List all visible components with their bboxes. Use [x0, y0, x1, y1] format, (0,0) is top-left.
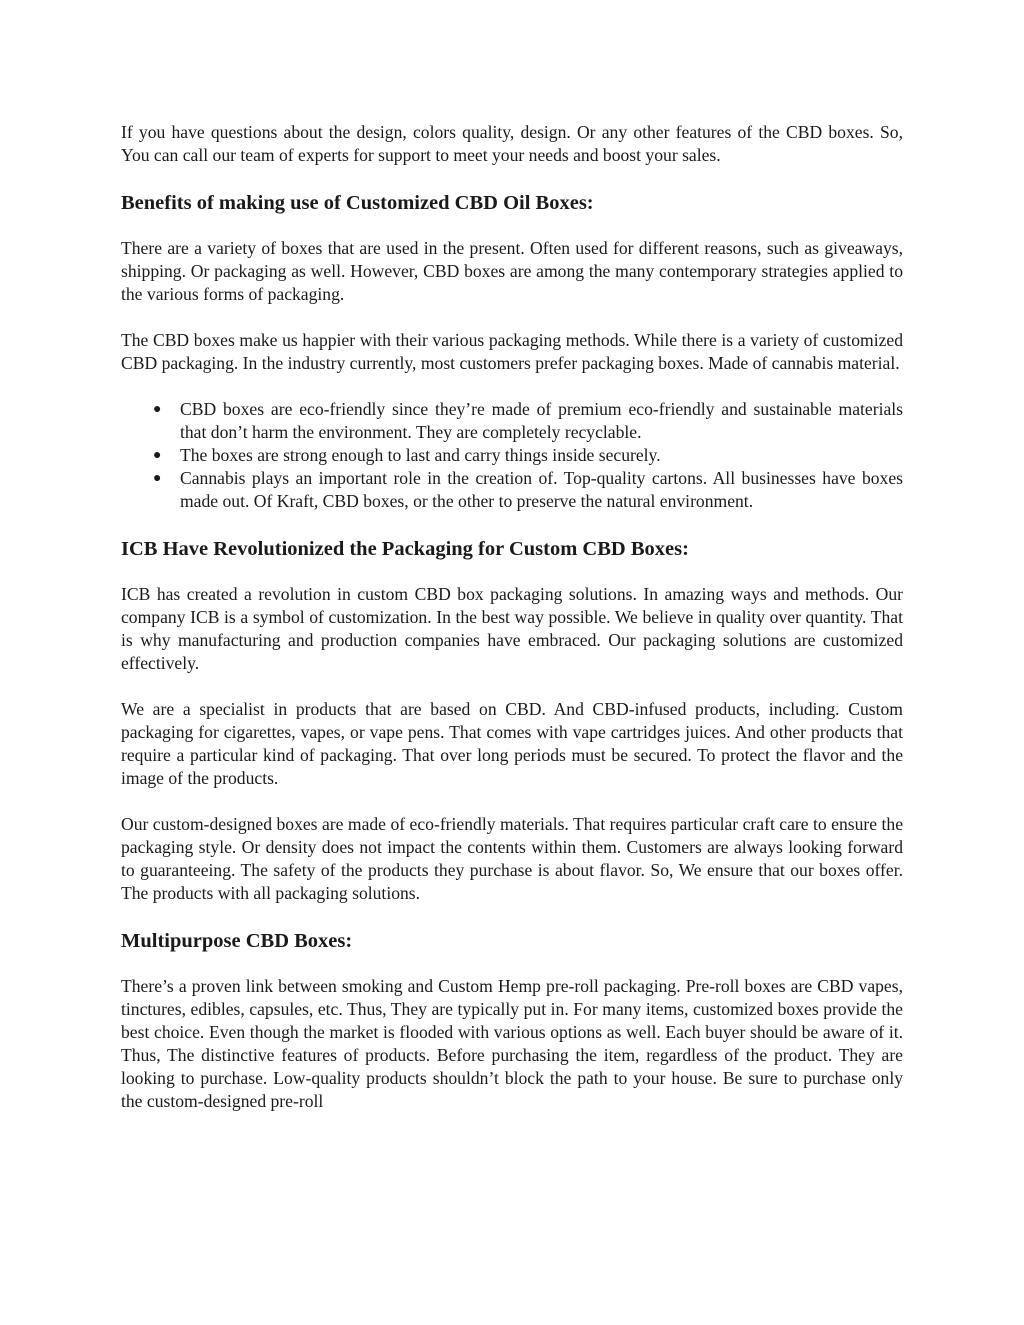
section-heading-multipurpose: Multipurpose CBD Boxes: — [121, 930, 353, 952]
multipurpose-paragraph-1: There’s a proven link between smoking and Custom Hemp pre-roll packaging. Pre-roll boxes are CBD vapes, tinctures, edibles, capsules, etc. Thus, They are typically put in. For many items, customized boxes provide the best choice. Even though the market is flooded with various options as well. Each buyer should be aware of it. Thus, The distinctive features of products. Before purchasing the item, regardless of the product. They are looking to purchase. Low-quality products shouldn’t block the path to your house. Be sure to purchase only the custom-designed pre-roll — [121, 976, 903, 1111]
list-item — [121, 398, 903, 444]
bullet-icon: ● — [153, 402, 162, 417]
icb-paragraph-1: ICB has created a revolution in custom CBD box packaging solutions. In amazing ways and methods. Our company ICB is a symbol of customization. In the best way possible. We believe in quality over quantity. That is why manufacturing and production companies have embraced. Our packaging solutions are customized effectively. — [121, 584, 903, 673]
icb-paragraph-2: We are a specialist in products that are based on CBD. And CBD-infused products, including. Custom packaging for cigarettes, vapes, or vape pens. That comes with vape cartridges juices. And other products that require a particular kind of packaging. That over long periods must be secured. To protect the flavor and the image of the products. — [121, 699, 903, 788]
benefits-paragraph-1: There are a variety of boxes that are used in the present. Often used for different reasons, such as giveaways, shipping. Or packaging as well. However, CBD boxes are among the many contemporary strategies applied to the various forms of packaging. — [121, 238, 903, 304]
benefits-bullet-list — [121, 398, 903, 513]
intro-paragraph: If you have questions about the design, colors quality, design. Or any other features of the CBD boxes. So, You can call our team of experts for support to meet your needs and boost your sales. — [121, 122, 903, 165]
icb-paragraph-3: Our custom-designed boxes are made of eco-friendly materials. That requires particular craft care to ensure the packaging style. Or density does not impact the contents within them. Customers are always looking forward to guaranteeing. The safety of the products they purchase is about flavor. So, We ensure that our boxes offer. The products with all packaging solutions. — [121, 814, 903, 903]
benefits-paragraph-2: The CBD boxes make us happier with their various packaging methods. While there is a variety of customized CBD packaging. In the industry currently, most customers prefer packaging boxes. Made of cannabis material. — [121, 330, 903, 373]
list-item — [121, 467, 903, 513]
list-item-text: CBD boxes are eco-friendly since they’re made of premium eco-friendly and sustainable materials that don’t harm the environment. They are completely recyclable. — [180, 399, 903, 442]
section-heading-icb: ICB Have Revolutionized the Packaging for Custom CBD Boxes: — [121, 538, 689, 560]
bullet-icon: ● — [153, 448, 162, 463]
list-item-text: Cannabis plays an important role in the creation of. Top-quality cartons. All businesses have boxes made out. Of Kraft, CBD boxes, or the other to preserve the natural environment. — [180, 468, 903, 511]
bullet-icon: ● — [153, 471, 162, 486]
section-heading-benefits: Benefits of making use of Customized CBD Oil Boxes: — [121, 192, 594, 214]
list-item-text: The boxes are strong enough to last and carry things inside securely. — [180, 445, 661, 465]
list-item — [121, 444, 903, 467]
document-page — [121, 121, 903, 1113]
